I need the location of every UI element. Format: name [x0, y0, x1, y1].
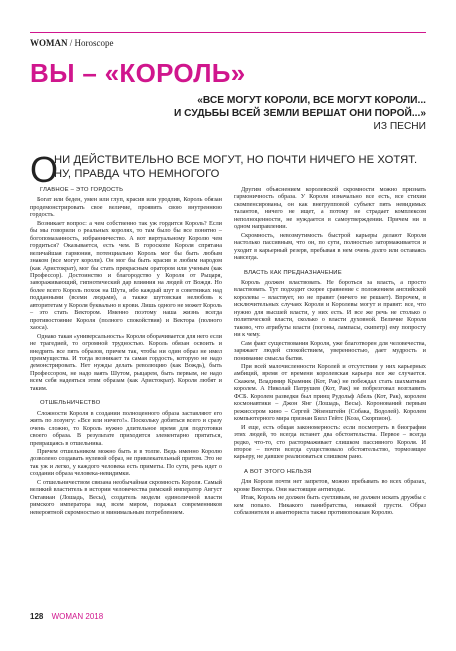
- subheading-power: ВЛАСТЬ КАК ПРЕДНАЗНАЧЕНИЕ: [244, 269, 342, 276]
- article-column-right: [234, 186, 426, 518]
- subheading-hermitage: ОТШЕЛЬНИЧЕСТВО: [40, 400, 101, 407]
- subheading-forbidden: А ВОТ ЭТОГО НЕЛЬЗЯ: [244, 468, 312, 475]
- body-paragraph: И еще, есть общая закономерность: если посмотреть в биографии этих людей, то всегда встанет два обстоятельства. Первое – всегда редко, что-то, сто растормаживает слишком пассивного Короля. И второе – почти всегда существовало обстоятельство, тормозящее карьеру, не давшее реализоваться слишком рано.: [234, 423, 426, 461]
- body-paragraph: Скромность, невозмутимость быстрой карьеры делают Короля настолько пассивным, что он, по сути, полностью затормаживается и уходит в карьерный резерв, пребывая в нем очень долго или оставаясь навсегда.: [234, 231, 426, 262]
- body-paragraph: Итак, Король не должен быть суетливым, не должен искать дружбы с кем попало. Никакого панибратства, никакой грусти. Образ соблазнителя и авантюриста также противопоказан Королю.: [234, 494, 426, 517]
- rubric-section: WOMAN: [30, 38, 68, 48]
- body-paragraph: Однако такая «универсальность» Короля оборачивается для него если не трагедией, то огромной трудностью. Король обязан освоить и внедрить все пять образов, причем так, чтобы ни один образ не имел преимущества. И тогда возникает та самая гордость, которую не надо демонстрировать. Нет нужды делать революцию (как Вождь), быть Профессором, не надо ваять Шутом, рыцарем, быть первым, не надо всем себя надеяться этим образам (как Аристократ). Короля любят и таким.: [30, 332, 222, 392]
- drop-cap: О: [30, 149, 59, 190]
- quote-source: ИЗ ПЕСНИ: [373, 121, 426, 132]
- page-headline: ВЫ – «КОРОЛЬ»: [30, 58, 246, 88]
- magazine-issue: WOMAN 2018: [51, 612, 104, 621]
- subheading-pride: ГЛАВНОЕ – ЭТО ГОРДОСТЬ: [40, 187, 124, 193]
- body-paragraph: Король должен властвовать. Не бороться за власть, а просто властвовать. Тут подходит скорее сравнение с положением английской королевы – властвует, но не правит (ничего не решает). Впрочем, в исключительных случаях Короли и Королевы могут и правят: все, что нужно для высшей власти, у них есть. И все же речь не столько о политической власти, сколько о власти духовной. Величие Короля таково, что атрибуты власти (погоны, лампасы, скипетр) ему попросту ни к чему.: [234, 278, 426, 339]
- body-paragraph: С отшельничеством связана необычайная скромность Короля. Самый великий властитель в истории человечества римский император Август Октавиан (Лошадь, Весы), создатель модели единоличной власти римского императора над всем миром, поражал современников невероятной скромностью и минимальным потреблением.: [30, 478, 222, 516]
- lead-text: НИ ДЕЙСТВИТЕЛЬНО ВСЕ МОГУТ, НО ПОЧТИ НИЧЕГО НЕ ХОТЯТ. НУ, ПРАВДА ЧТО НЕМНОГОГО: [54, 154, 418, 180]
- page-footer: [30, 612, 103, 621]
- section-rubric: [30, 38, 114, 48]
- rubric-category: Horoscope: [74, 38, 114, 48]
- body-paragraph: Возникает вопрос: а чем собственно так уж гордится Король? Если бы мы говорили о реальных королях, то там было бы все понятно – богопомазанность, избранничество. А вот виртуальному Королю чем гордиться? Оказывается, есть чем. В гороскопе Короля спрятана величайшая гармония, потенциально Король мог бы быть любым знаком (все могут короли). Он мог бы быть красив и любим народом (как Аристократ), мог бы стать прекрасным оратором или ученым (как Профессор). Достоинство и благородство у Короля от Рыцаря, завораживающий, гипнотический дар влияния на людей от Вождя. Но более всего Король похож на Шута, ибо каждый шут в советниках над подданными (всеми людьми), а также шутовская нелюбовь к авторитетам у Короля буквально в крови. Лишь одного не может Король – это стать Вектором. Именно поэтому наша жизнь всегда противостояние Короля (полного спокойствия) и Вектора (полного хаоса).: [30, 219, 222, 332]
- quote-line-2: И СУДЬБЫ ВСЕЙ ЗЕМЛИ ВЕРШАТ ОНИ ПОРОЙ...»: [174, 108, 426, 119]
- article-column-left: [30, 186, 222, 517]
- body-paragraph: Для Короля почти нет запретов, можно пребывать во всех образах, кроме Вектора. Они настоящие антиподы.: [234, 478, 426, 493]
- body-paragraph: Другим объяснением королевской скромности можно признать гармоничность образа. У Короля изначально все есть, все стихии скомпенсированы, он как внегрупповой субъект пять невидимых талантов, ничего не ищет, а потому не страдает комплексом неполноценности, не нуждается в самоутверждении. Причем ни в одном направлении.: [234, 186, 426, 231]
- body-paragraph: Сам факт существования Короля, уже благотворен для человечества, заряжает людей спокойствием, уверенностью, дает мудрость и понимание смысла бытия.: [234, 339, 426, 362]
- quote-line-1: «ВСЕ МОГУТ КОРОЛИ, ВСЕ МОГУТ КОРОЛИ...: [197, 95, 426, 106]
- body-paragraph: Причем отшельником можно быть и в толпе. Ведь именно Королю дозволено создавать нулевой образ, не привлекательный притом. Это не так уж и легко, у каждого человека есть приметы. По сути, речь идет о создании образа человека-невидимки.: [30, 447, 222, 478]
- rubric-separator: /: [69, 38, 73, 48]
- page-number: 128: [30, 612, 44, 621]
- body-paragraph: Сложности Короля в создании полноценного образа заставляют его жить по лозунгу: «Все или ничего!». Поскольку добиться всего и сразу очень сложно, то Король нужно длительное время для подготовки своего образа. В результате приходится элементарно прятаться, превращаясь в отшельника.: [30, 409, 222, 447]
- body-paragraph: Богат или беден, умен или глуп, красив или уродлив, Король обязан продемонстрировать свое величие, проявить свою внутреннюю гордость.: [30, 196, 222, 219]
- top-rule: [30, 32, 426, 33]
- body-paragraph: При всей малочисленности Королей и отсутствии у них карьерных амбиций, время от времени королевская карьера все же случается. Скажем, Владимир Крамник (Кот, Рак) не побеждал стать шахматным королем. А Николай Патрушев (Кот, Рак) не побрезговал возглавить ФСБ. Королем разведки был принц Рудольф Абель (Кот, Рак), королем космонавтики – Джон Янг (Лошадь, Весы). Коронований первым режиссером кино – Сергей Эйзенштейн (Собака, Водолей). Королем компьютерного мира признан Билл Гейтс (Коза, Скорпион).: [234, 362, 426, 423]
- epigraph-quote: [170, 94, 426, 133]
